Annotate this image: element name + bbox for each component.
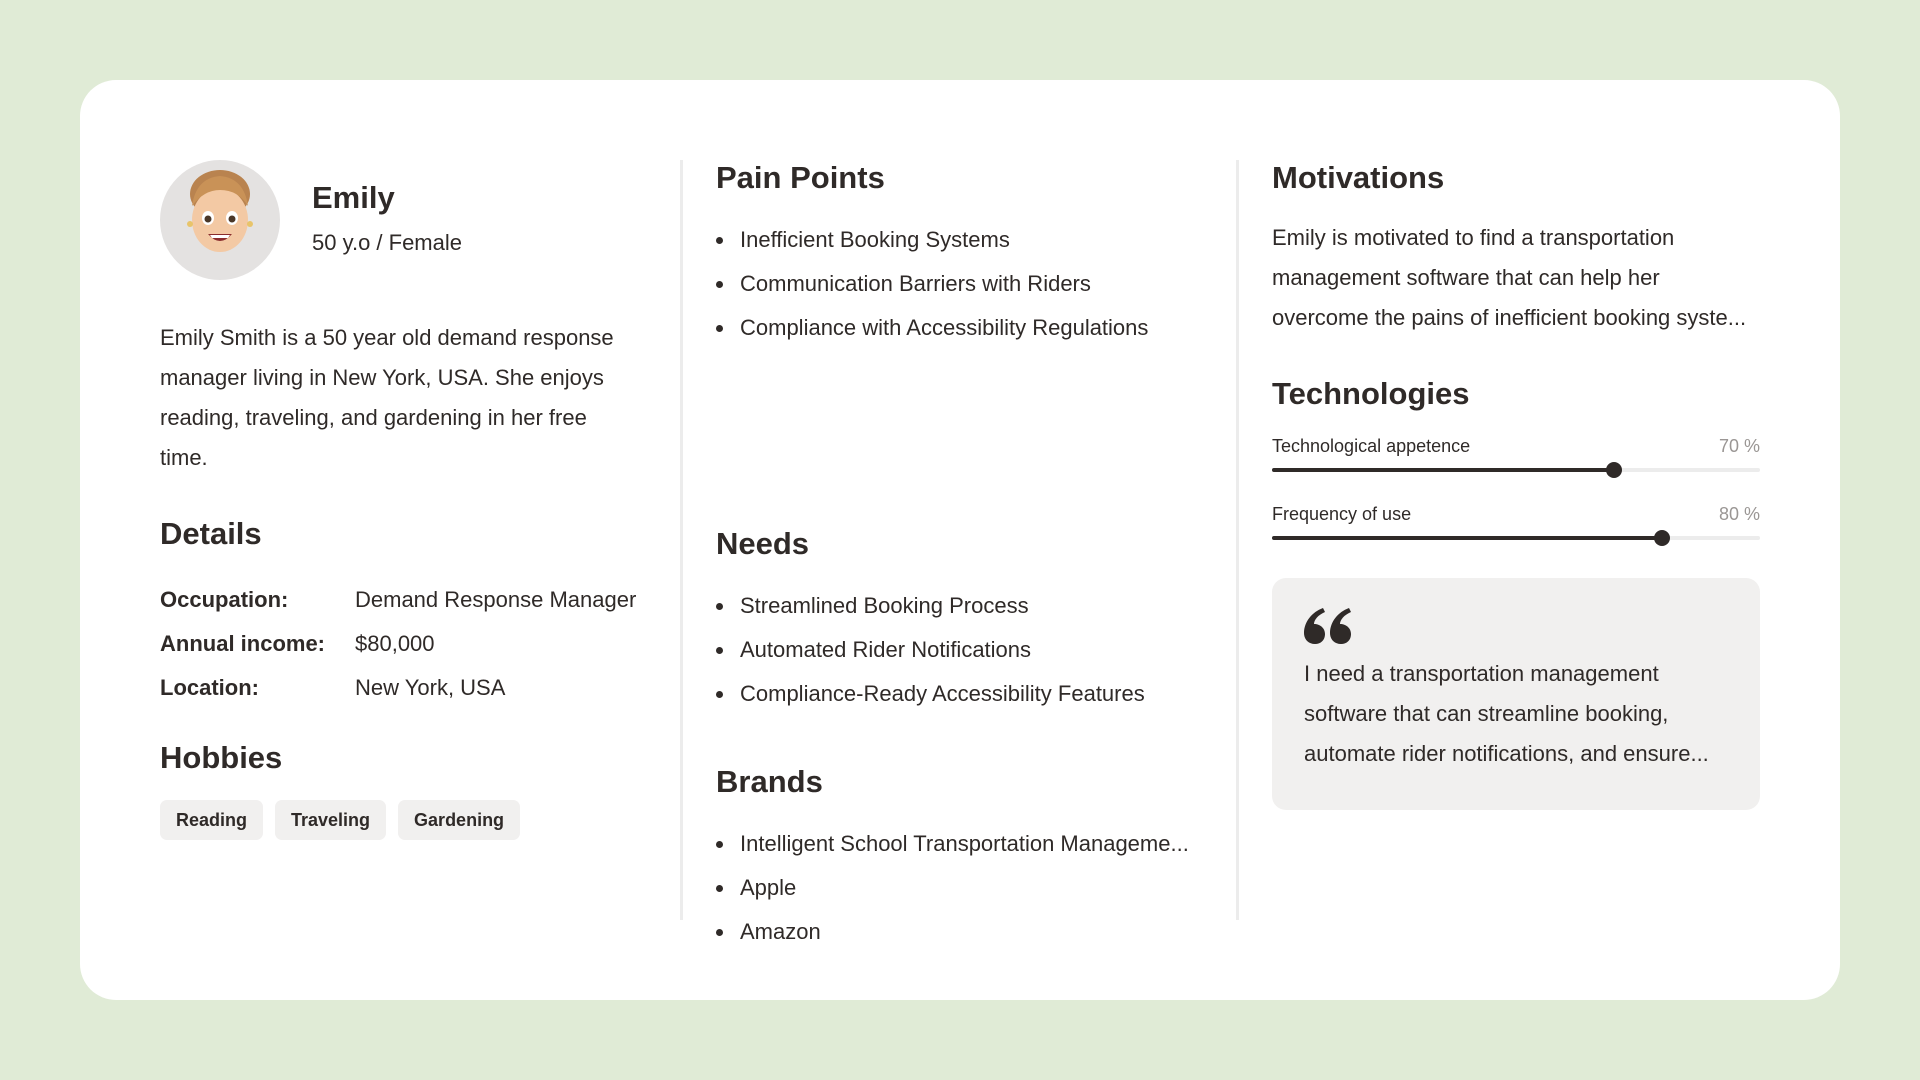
persona-name: Emily xyxy=(312,180,395,215)
list-item: Compliance-Ready Accessibility Features xyxy=(716,672,1196,716)
frequency-of-use-slider xyxy=(1272,504,1760,548)
hobby-chip: Traveling xyxy=(275,800,386,840)
hobby-chip: Reading xyxy=(160,800,263,840)
motivations-column xyxy=(1272,160,1760,810)
detail-label: Location: xyxy=(160,675,259,700)
slider-knob xyxy=(1654,530,1670,546)
slider-label: Technological appetence xyxy=(1272,436,1471,456)
quote-line: I need a transportation management xyxy=(1304,661,1659,686)
slider-label: Frequency of use xyxy=(1272,504,1412,524)
needs-list xyxy=(716,584,1196,716)
technologies-heading: Technologies xyxy=(1272,376,1470,411)
pain-points-heading: Pain Points xyxy=(716,160,885,195)
list-item: Compliance with Accessibility Regulations xyxy=(716,306,1196,350)
quote-line: software that can streamline booking, xyxy=(1304,701,1669,726)
detail-row xyxy=(160,578,640,622)
details-heading: Details xyxy=(160,516,262,551)
detail-value: $80,000 xyxy=(355,631,435,656)
detail-value: Demand Response Manager xyxy=(355,587,637,612)
needs-heading: Needs xyxy=(716,526,810,561)
slider-track xyxy=(1272,536,1760,540)
needs-column xyxy=(716,160,1196,954)
avatar xyxy=(160,160,280,280)
brands-heading: Brands xyxy=(716,764,823,799)
persona-card xyxy=(80,80,1840,1000)
quote-box xyxy=(1272,578,1760,810)
profile-column xyxy=(160,160,640,840)
pain-points-list xyxy=(716,218,1196,350)
motivations-text xyxy=(1272,218,1760,338)
detail-label: Occupation: xyxy=(160,587,289,612)
detail-label: Annual income: xyxy=(160,631,326,656)
column-divider xyxy=(680,160,683,920)
tech-appetence-slider xyxy=(1272,436,1760,480)
hobbies-heading: Hobbies xyxy=(160,740,283,775)
persona-bio: Emily Smith is a 50 year old demand response manager living in New York, USA. She enjoys reading, traveling, and gardening in her free time. xyxy=(160,325,614,470)
list-item: Intelligent School Transportation Manageme... xyxy=(716,822,1196,866)
list-item: Inefficient Booking Systems xyxy=(716,218,1196,262)
details-list xyxy=(160,578,640,710)
detail-value: New York, USA xyxy=(355,675,506,700)
motivations-line: Emily is motivated to find a transportation xyxy=(1272,225,1675,250)
list-item: Automated Rider Notifications xyxy=(716,628,1196,672)
slider-fill xyxy=(1272,468,1614,472)
slider-fill xyxy=(1272,536,1662,540)
motivations-line: overcome the pains of inefficient booking syste... xyxy=(1272,305,1747,330)
slider-percent: 70 % xyxy=(1718,436,1760,456)
slider-percent: 80 % xyxy=(1718,504,1760,524)
column-divider xyxy=(1236,160,1239,920)
slider-track xyxy=(1272,468,1760,472)
motivations-line: management software that can help her xyxy=(1272,265,1660,290)
persona-age-gender: 50 y.o / Female xyxy=(312,230,462,255)
hobby-chip: Gardening xyxy=(398,800,520,840)
list-item: Streamlined Booking Process xyxy=(716,584,1196,628)
list-item: Communication Barriers with Riders xyxy=(716,262,1196,306)
list-item: Apple xyxy=(716,866,1196,910)
quote-icon xyxy=(1304,608,1352,644)
hobby-chips xyxy=(160,800,640,840)
motivations-heading: Motivations xyxy=(1272,160,1445,195)
profile-header xyxy=(160,160,640,280)
quote-text xyxy=(1304,654,1728,774)
quote-line: automate rider notifications, and ensure... xyxy=(1304,741,1709,766)
slider-knob xyxy=(1606,462,1622,478)
detail-row xyxy=(160,622,640,666)
detail-row xyxy=(160,666,640,710)
brands-list xyxy=(716,822,1196,954)
list-item: Amazon xyxy=(716,910,1196,954)
memoji-icon xyxy=(186,168,254,272)
